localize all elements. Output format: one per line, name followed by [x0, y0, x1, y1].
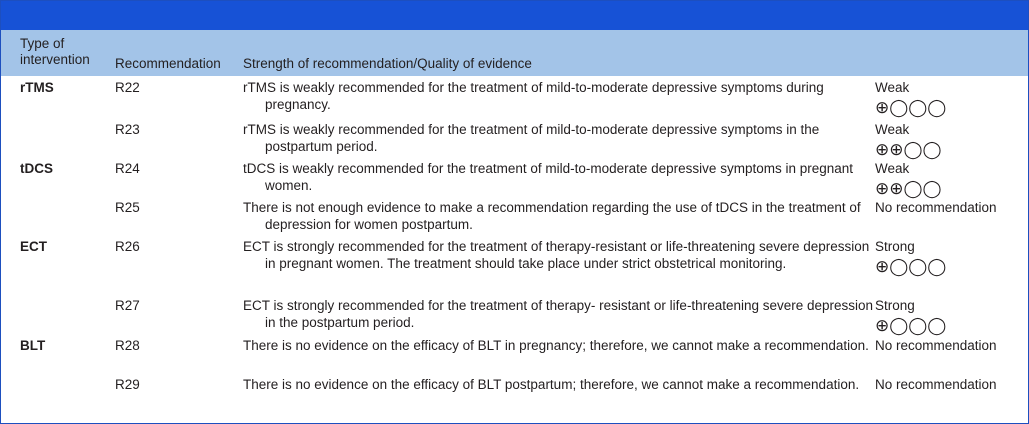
cell-rec-id: R28 [115, 338, 140, 353]
strength-label: No recommendation [875, 338, 997, 353]
cell-strength [875, 80, 1025, 118]
header-recommendation: Recommendation [115, 56, 221, 71]
cell-type: rTMS [20, 80, 54, 95]
cell-recommendation-text: rTMS is weakly recommended for the treatment of mild-to-moderate depressive symptoms during pregnancy. [243, 80, 824, 112]
strength-label: No recommendation [875, 377, 997, 392]
header-type-of-intervention: Type of intervention [20, 36, 90, 67]
cell-strength [875, 377, 1025, 394]
table-title-bar [1, 1, 1028, 30]
strength-label: No recommendation [875, 200, 997, 215]
cell-rec-id: R27 [115, 298, 140, 313]
cell-recommendation-text: rTMS is weakly recommended for the treatment of mild-to-moderate depressive symptoms in the postpartum period. [243, 122, 820, 154]
cell-type: ECT [20, 239, 47, 254]
strength-label: Weak [875, 80, 910, 95]
cell-rec-id: R29 [115, 377, 140, 392]
cell-rec-id: R22 [115, 80, 140, 95]
cell-strength [875, 161, 1025, 199]
cell-type: BLT [20, 338, 46, 353]
cell-recommendation-text: ECT is strongly recommended for the treatment of therapy-resistant or life-threatening severe depression in pregnant women. The treatment should take place under strict obstetrical monitoring. [243, 239, 870, 271]
cell-recommendation-text: ECT is strongly recommended for the treatment of therapy- resistant or life-threatening severe depression in the postpartum period. [243, 298, 874, 330]
cell-strength [875, 122, 1025, 160]
cell-rec-id: R24 [115, 161, 140, 176]
strength-label: Weak [875, 161, 910, 176]
strength-label: Strong [875, 239, 915, 254]
evidence-quality: ⊕⊕◯◯ [875, 139, 942, 159]
strength-label: Weak [875, 122, 910, 137]
evidence-quality: ⊕◯◯◯ [875, 256, 947, 276]
header-strength: Strength of recommendation/Quality of evidence [243, 56, 532, 71]
evidence-quality: ⊕⊕◯◯ [875, 178, 942, 198]
cell-strength [875, 298, 1025, 336]
cell-rec-id: R25 [115, 200, 140, 215]
cell-recommendation-text: There is no evidence on the efficacy of BLT in pregnancy; therefore, we cannot make a recommendation. [243, 338, 869, 353]
cell-rec-id: R23 [115, 122, 140, 137]
cell-recommendation-text: tDCS is weakly recommended for the treatment of mild-to-moderate depressive symptoms in pregnant women. [243, 161, 854, 193]
cell-strength [875, 338, 1025, 355]
table-header [1, 30, 1028, 76]
cell-recommendation-text: There is not enough evidence to make a recommendation regarding the use of tDCS in the treatment of depression for women postpartum. [243, 200, 861, 232]
cell-strength [875, 239, 1025, 277]
cell-recommendation-text: There is no evidence on the efficacy of BLT postpartum; therefore, we cannot make a recommendation. [243, 377, 860, 392]
cell-strength [875, 200, 1025, 217]
cell-type: tDCS [20, 161, 53, 176]
evidence-quality: ⊕◯◯◯ [875, 97, 947, 117]
evidence-quality: ⊕◯◯◯ [875, 315, 947, 335]
cell-rec-id: R26 [115, 239, 140, 254]
strength-label: Strong [875, 298, 915, 313]
